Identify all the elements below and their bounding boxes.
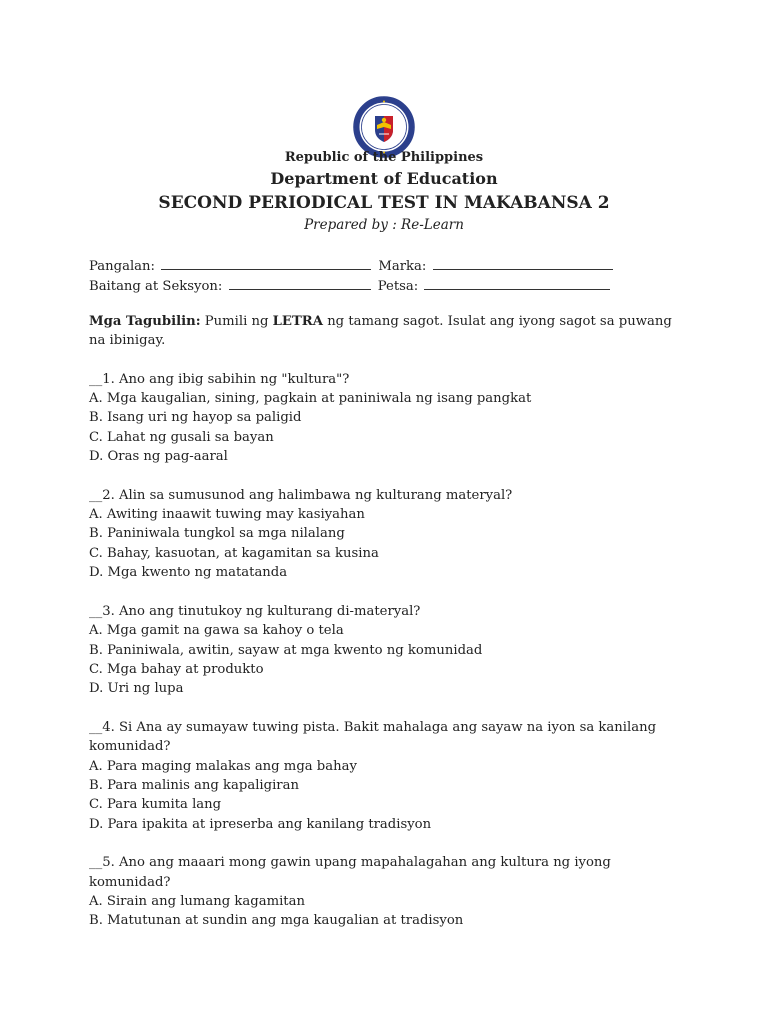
option-b: B. Para malinis ang kapaligiran <box>89 777 299 793</box>
instructions-label: Mga Tagubilin: <box>89 313 201 329</box>
option-a: A. Mga kaugalian, sining, pagkain at paniniwala ng isang pangkat <box>89 391 532 407</box>
question-text: __3. Ano ang tinutukoy ng kulturang di-materyal? <box>89 603 421 619</box>
instructions-text-a: Pumili ng <box>204 313 269 329</box>
date-field[interactable] <box>424 276 610 290</box>
question-4 <box>89 718 689 834</box>
instructions-emphasis: LETRA <box>272 313 323 329</box>
deped-seal-icon <box>353 96 415 158</box>
question-text: __4. Si Ana ay sumayaw tuwing pista. Bakit mahalaga ang sayaw na iyon sa kanilang komunidad? <box>89 719 657 755</box>
form-row-1 <box>89 256 689 276</box>
option-c: C. Mga bahay at produkto <box>89 661 264 677</box>
option-b: B. Matutunan at sundin ang mga kaugalian at tradisyon <box>89 913 464 929</box>
option-d: D. Mga kwento ng matatanda <box>89 565 288 581</box>
form-row-2 <box>89 276 689 296</box>
option-d: D. Uri ng lupa <box>89 681 184 697</box>
question-2 <box>89 486 689 583</box>
question-text: __2. Alin sa sumusunod ang halimbawa ng kulturang materyal? <box>89 487 513 503</box>
option-b: B. Paniniwala, awitin, sayaw at mga kwento ng komunidad <box>89 642 483 658</box>
option-a: A. Para maging malakas ang mga bahay <box>89 758 357 774</box>
option-b: B. Isang uri ng hayop sa paligid <box>89 410 302 426</box>
question-text: __1. Ano ang ibig sabihin ng "kultura"? <box>89 371 350 387</box>
question-3 <box>89 602 689 699</box>
question-text: __5. Ano ang maaari mong gawin upang mapahalagahan ang kultura ng iyong komunidad? <box>89 855 611 890</box>
name-field[interactable] <box>161 256 371 270</box>
prepared-by: Prepared by : Re-Learn <box>304 217 464 233</box>
option-d: D. Oras ng pag-aaral <box>89 449 228 465</box>
score-label: Marka: <box>378 259 427 274</box>
option-a: A. Awiting inaawit tuwing may kasiyahan <box>89 507 365 523</box>
test-body <box>89 256 689 931</box>
question-5 <box>89 853 689 931</box>
section-field[interactable] <box>229 276 371 290</box>
option-b: B. Paniniwala tungkol sa mga nilalang <box>89 526 345 542</box>
country-heading: Republic of the Philippines <box>284 150 484 165</box>
name-label: Pangalan: <box>89 259 155 274</box>
test-title: SECOND PERIODICAL TEST IN MAKABANSA 2 <box>158 193 610 213</box>
department-heading: Department of Education <box>270 169 498 188</box>
instructions <box>89 312 689 351</box>
option-a: A. Mga gamit na gawa sa kahoy o tela <box>89 623 344 639</box>
question-1 <box>89 370 689 467</box>
score-field[interactable] <box>433 256 613 270</box>
instructions-text-b: ng tamang sagot. Isulat ang iyong sagot sa puwang na ibinigay. <box>89 313 672 349</box>
section-label: Baitang at Seksyon: <box>89 279 223 295</box>
option-c: C. Lahat ng gusali sa bayan <box>89 429 274 445</box>
date-label: Petsa: <box>377 279 419 295</box>
option-c: C. Para kumita lang <box>89 797 222 813</box>
option-d: D. Para ipakita at ipreserba ang kanilang tradisyon <box>89 816 432 832</box>
option-c: C. Bahay, kasuotan, at kagamitan sa kusina <box>89 545 379 561</box>
option-a: A. Sirain ang lumang kagamitan <box>89 893 305 909</box>
